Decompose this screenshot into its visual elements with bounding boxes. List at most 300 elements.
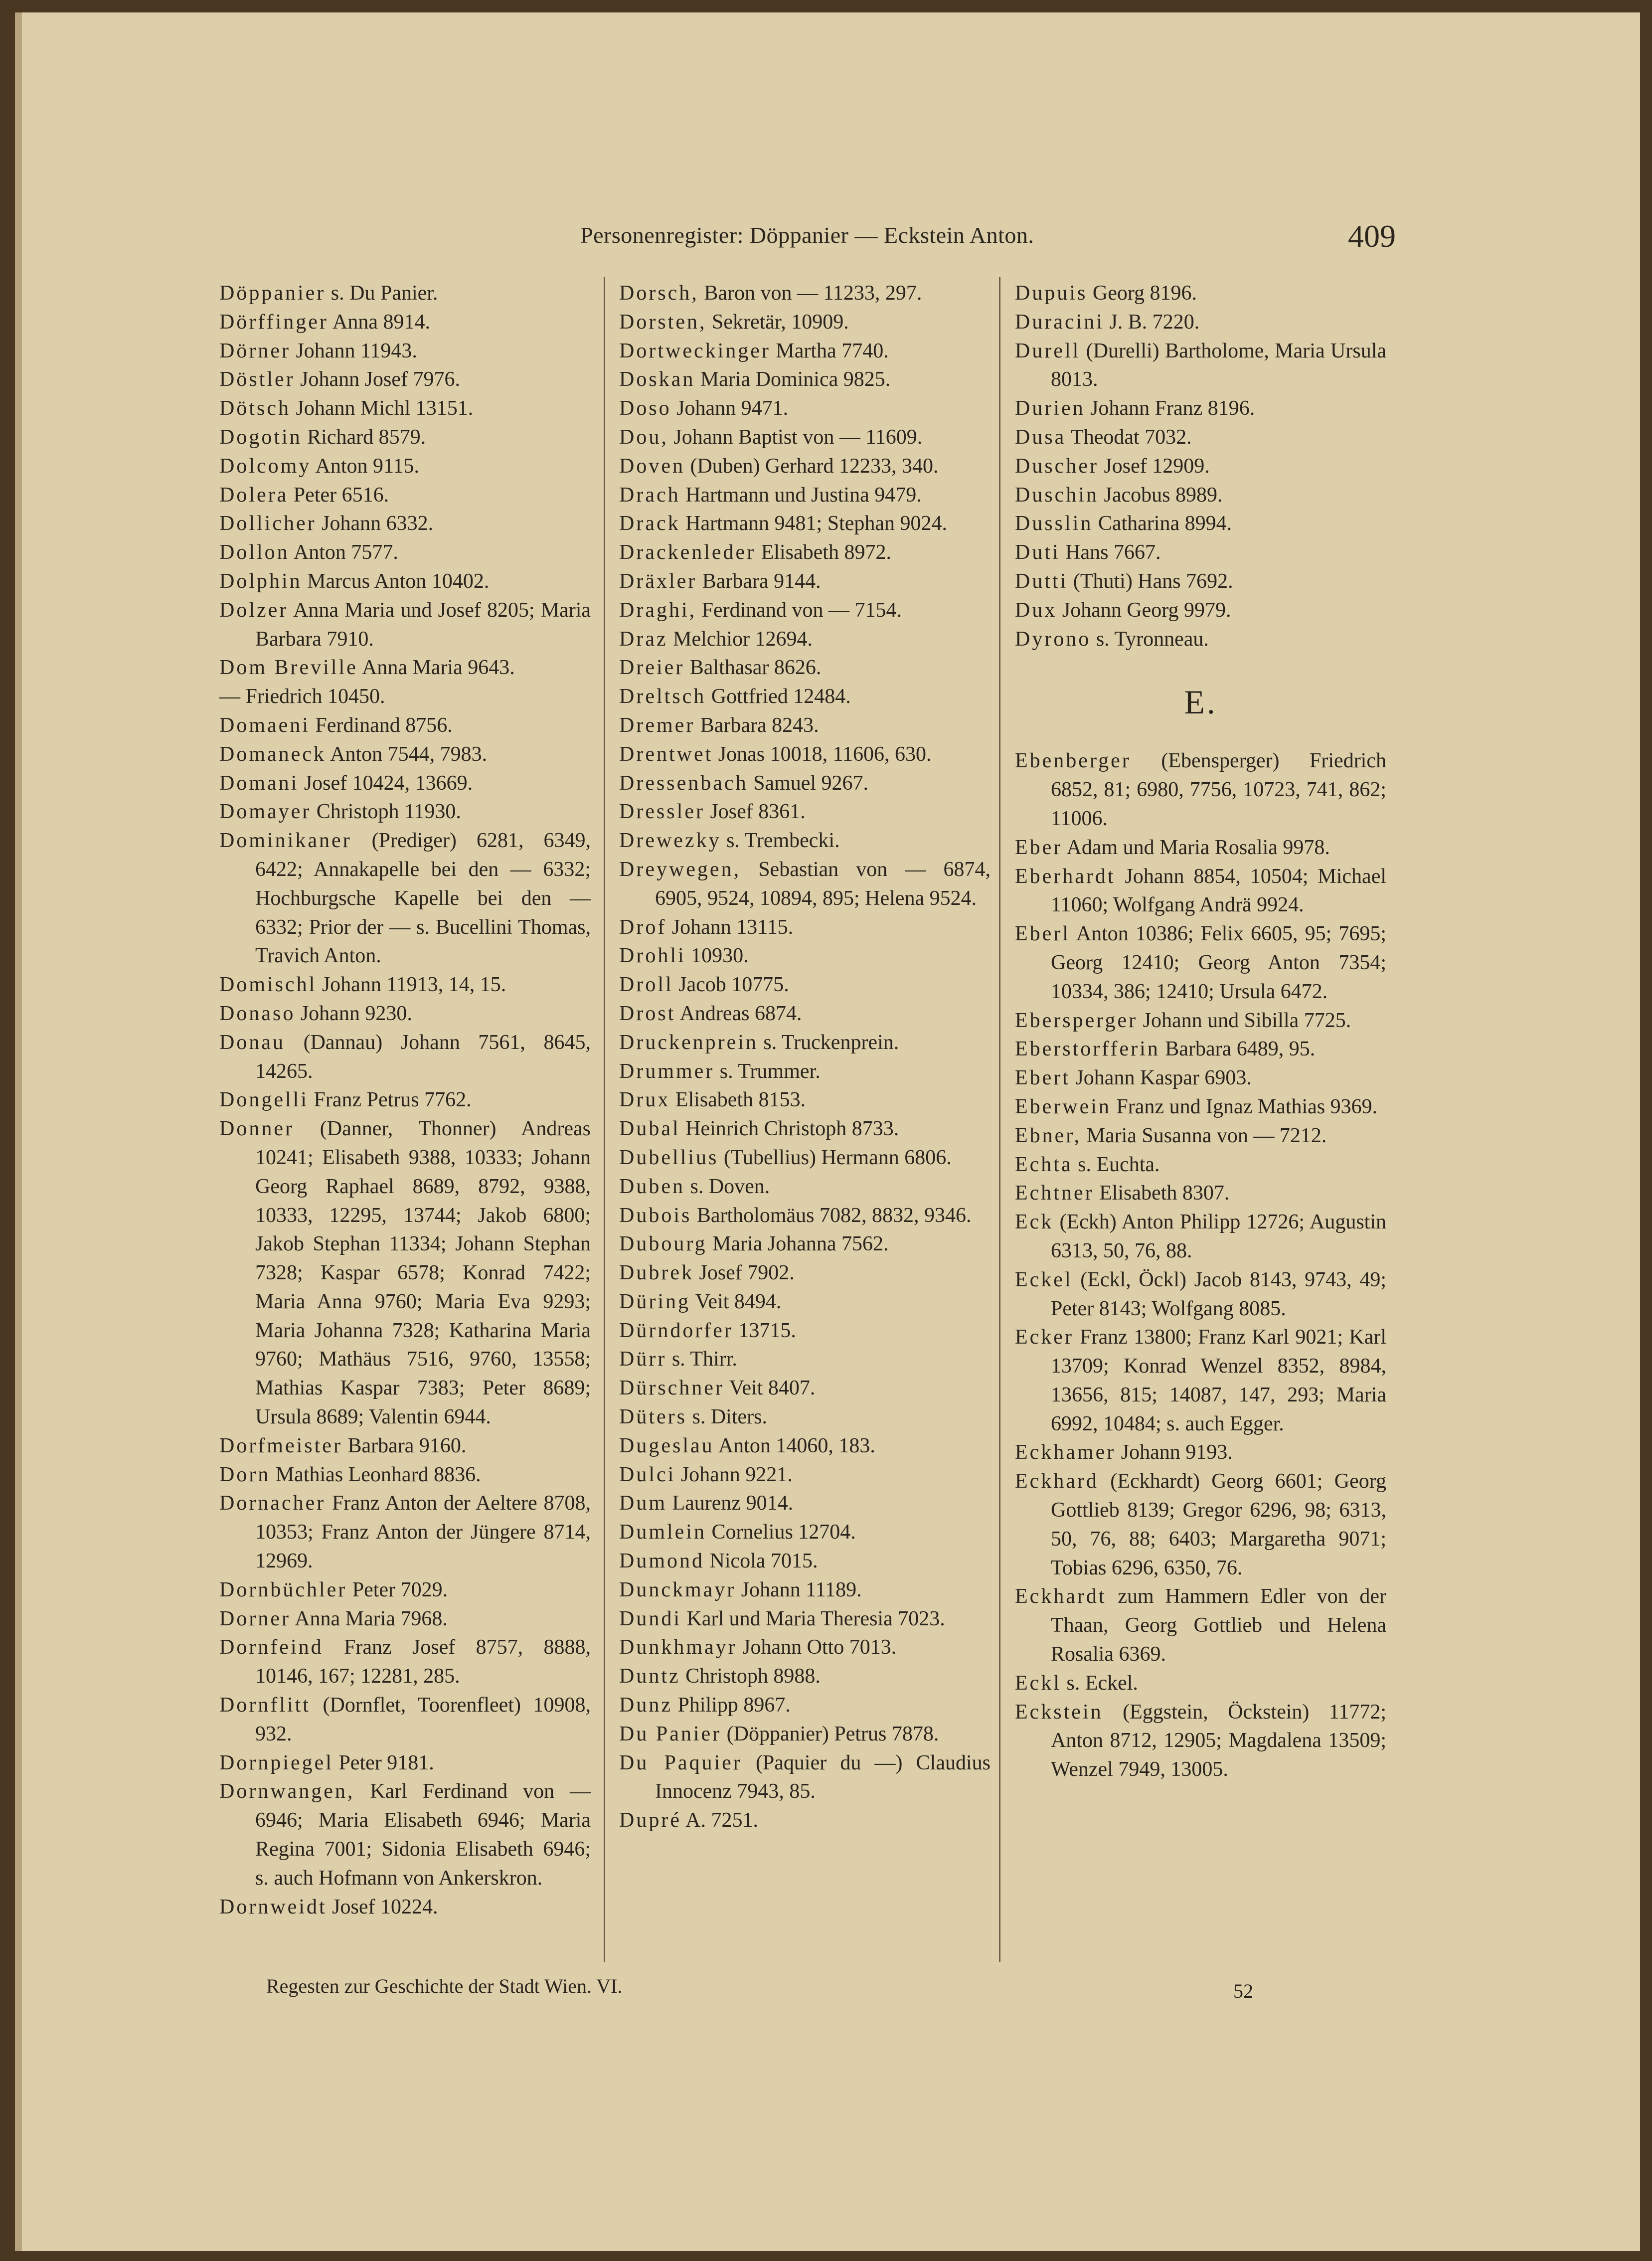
register-entry (619, 1605, 991, 1634)
entry-details: Johann Otto 7013. (742, 1636, 897, 1659)
entry-details: s. Euchta. (1078, 1153, 1160, 1176)
register-entry (219, 1086, 591, 1115)
entry-details: Peter 9181. (338, 1751, 434, 1774)
entry-details: Baron von — 11233, 297. (704, 282, 922, 305)
register-entry (219, 683, 591, 711)
entry-surname: Duracini (1015, 310, 1104, 334)
register-entry (1015, 920, 1386, 1006)
register-entry (619, 1230, 991, 1259)
entry-details: Nicola 7015. (709, 1550, 818, 1573)
section-letter: E. (1184, 683, 1217, 721)
entry-details: Balthasar 8626. (689, 656, 822, 680)
register-entry (619, 1115, 991, 1144)
entry-surname: Droll (619, 973, 673, 997)
entry-details: Johann Josef 7976. (300, 368, 460, 391)
entry-surname: Dornpiegel (219, 1751, 333, 1774)
entry-surname: Dollon (219, 541, 290, 564)
column-3 (1015, 279, 1386, 1784)
register-entry (619, 1086, 991, 1115)
entry-surname: Doven (619, 454, 685, 478)
entry-details: Gottfried 12484. (711, 685, 851, 708)
entry-surname: Dressenbach (619, 771, 748, 795)
entry-surname: Dubois (619, 1204, 692, 1227)
entry-details: Franz Josef 8757, 8888, 10146, 167; 12281, 285. (255, 1636, 591, 1688)
register-entry (1015, 1151, 1386, 1180)
entry-details: Jacob 10775. (678, 973, 789, 997)
register-entry (619, 1518, 991, 1547)
entry-surname: Drewezky (619, 829, 721, 853)
entry-details: Johann 9221. (680, 1463, 793, 1486)
entry-details: Veit 8407. (729, 1377, 816, 1400)
entry-surname: Dreltsch (619, 685, 706, 708)
entry-details: Johann 11189. (741, 1578, 862, 1601)
register-entry (1015, 1007, 1386, 1036)
entry-surname: Dux (1015, 598, 1057, 622)
register-entry (619, 1317, 991, 1346)
entry-details: Jonas 10018, 11606, 630. (718, 742, 932, 766)
entry-surname: Dom Breville (219, 656, 358, 680)
register-entry (1015, 1669, 1386, 1698)
entry-details: s. Tyronneau. (1096, 627, 1209, 651)
entry-surname: Dongelli (219, 1088, 309, 1112)
running-header: Personenregister: Döppanier — Eckstein Anton. (580, 222, 1034, 248)
entry-details: Barbara 9144. (702, 569, 821, 593)
register-entry (219, 1432, 591, 1461)
register-entry (219, 1461, 591, 1490)
entry-surname: Ebert (1015, 1066, 1070, 1090)
entry-surname: Dorn (219, 1463, 271, 1486)
register-entry (619, 942, 991, 971)
entry-details: Maria Dominica 9825. (700, 368, 891, 391)
register-entry (619, 1720, 991, 1749)
entry-surname: Echtner (1015, 1182, 1094, 1205)
register-entry (219, 827, 591, 971)
entry-surname: Duscher (1015, 454, 1099, 478)
entry-surname: Döppanier (219, 282, 326, 305)
entry-details: Franz 13800; Franz Karl 9021; Karl 13709; Konrad Wenzel 8352, 8984, 13656, 815; 14087, 147, 293; Maria 6992, 10484; s. auch Egger. (1051, 1326, 1386, 1435)
register-entry (619, 1633, 991, 1662)
entry-surname: Domayer (219, 800, 312, 824)
entry-details: (Dornflet, Toorenfleet) 10908, 932. (255, 1694, 591, 1745)
entry-surname: Echta (1015, 1153, 1073, 1176)
entry-details: Johann 8854, 10504; Michael 11060; Wolfgang Andrä 9924. (1051, 865, 1387, 917)
register-entry (1015, 596, 1386, 625)
entry-surname: Eckhardt (1015, 1585, 1107, 1608)
entry-surname: Eberwein (1015, 1095, 1111, 1118)
register-entry (219, 394, 591, 423)
register-entry (219, 1115, 591, 1432)
entry-surname: Drummer (619, 1059, 715, 1083)
entry-details: Hartmann 9481; Stephan 9024. (685, 512, 948, 535)
entry-details: s. Du Panier. (330, 282, 438, 305)
entry-details: Josef 10224. (332, 1895, 438, 1918)
register-entry (219, 538, 591, 567)
entry-surname: Eberl (1015, 922, 1070, 946)
register-entry (619, 1662, 991, 1691)
entry-surname: Eckel (1015, 1268, 1073, 1291)
register-entry (1015, 834, 1386, 863)
entry-surname: Dorfmeister (219, 1434, 342, 1457)
entry-surname: Dundi (619, 1607, 681, 1630)
register-entry (619, 308, 991, 337)
register-entry (619, 856, 991, 913)
entry-surname: Dürndorfer (619, 1319, 733, 1342)
entry-surname: Dornacher (219, 1492, 326, 1515)
entry-surname: Dyrono (1015, 627, 1091, 651)
entry-details: Heinrich Christoph 8733. (685, 1117, 899, 1141)
entry-surname: Dortweckinger (619, 339, 771, 362)
register-entry (619, 683, 991, 711)
entry-details: Johann 6332. (322, 512, 434, 535)
entry-surname: Ebersperger (1015, 1009, 1138, 1032)
entry-details: s. Trembecki. (726, 829, 840, 853)
entry-details: Richard 8579. (307, 425, 426, 449)
entry-surname: Dremer (619, 713, 695, 737)
entry-details: Catharina 8994. (1098, 512, 1232, 535)
entry-details: Bartholomäus 7082, 8832, 9346. (696, 1204, 972, 1227)
entry-details: (Paquier du —) Claudius Innocenz 7943, 85. (655, 1751, 991, 1803)
footer-source: Regesten zur Geschichte der Stadt Wien. VI. (266, 1975, 623, 1997)
entry-details: Peter 6516. (293, 483, 389, 507)
register-entry (1015, 1208, 1386, 1266)
register-entry (1015, 1467, 1386, 1582)
entry-details: Johann 13115. (671, 915, 794, 939)
register-entry (219, 971, 591, 1000)
entry-details: Maria Susanna von — 7212. (1086, 1124, 1327, 1147)
entry-details: Christoph 8988. (685, 1665, 821, 1688)
register-entry (619, 654, 991, 683)
entry-surname: Dou, (619, 425, 668, 449)
entry-details: Sekretär, 10909. (711, 310, 849, 334)
register-entry (219, 1633, 591, 1691)
register-entry (1015, 1093, 1386, 1122)
register-entry (619, 798, 991, 827)
register-entry (619, 1691, 991, 1720)
page-number: 409 (1348, 218, 1396, 254)
entry-details: Johann 11943. (296, 339, 417, 362)
entry-details: Elisabeth 8153. (675, 1088, 806, 1112)
entry-surname: Düring (619, 1290, 690, 1313)
register-entry (219, 452, 591, 481)
entry-details: (Duben) Gerhard 12233, 340. (690, 454, 939, 478)
entry-surname: Dulci (619, 1463, 676, 1486)
entry-surname: Dornbüchler (219, 1578, 347, 1601)
entry-details: (Eckhardt) Georg 6601; Georg Gottlieb 8139; Gregor 6296, 98; 6313, 50, 76, 88; 6403; Margaretha 9071; Tobias 6296, 6350, 76. (1051, 1470, 1386, 1579)
entry-surname: Dötsch (219, 397, 291, 420)
entry-surname: Donner (219, 1117, 294, 1141)
entry-details: Ferdinand von — 7154. (701, 598, 902, 622)
entry-details: Adam und Maria Rosalia 9978. (1066, 836, 1330, 859)
entry-details: Johann 9193. (1121, 1441, 1233, 1464)
entry-surname: Dusa (1015, 425, 1066, 449)
register-entry (219, 1749, 591, 1778)
entry-surname: Dornweidt (219, 1895, 327, 1918)
entry-details: Karl Ferdinand von — 6946; Maria Elisabeth 6946; Maria Regina 7001; Sidonia Elisabeth 6946; s. auch Hofmann von Ankerskron. (255, 1780, 591, 1890)
register-entry (619, 625, 991, 654)
entry-surname: Dörner (219, 339, 291, 362)
entry-surname: Dubal (619, 1117, 680, 1141)
entry-details: (Durelli) Bartholome, Maria Ursula 8013. (1051, 339, 1387, 391)
entry-details: Josef 10424, 13669. (304, 771, 473, 795)
entry-surname: Drackenleder (619, 541, 756, 564)
entry-details: Georg 8196. (1092, 282, 1197, 305)
entry-surname: Ebner, (1015, 1124, 1082, 1147)
entry-surname: Dunckmayr (619, 1578, 736, 1601)
register-entry (219, 798, 591, 827)
entry-details: (Eckh) Anton Philipp 12726; Augustin 6313, 50, 76, 88. (1051, 1211, 1386, 1262)
entry-surname: Eck (1015, 1211, 1054, 1234)
register-entry (1015, 1438, 1386, 1467)
entry-surname: Durell (1015, 339, 1081, 362)
register-entry (619, 1489, 991, 1518)
register-entry (619, 394, 991, 423)
register-entry (1015, 308, 1386, 337)
register-entry (219, 365, 591, 394)
register-entry (619, 1173, 991, 1202)
entry-surname: Drux (619, 1088, 670, 1112)
register-entry (619, 510, 991, 538)
register-entry (619, 365, 991, 394)
register-entry (619, 452, 991, 481)
register-entry (619, 1374, 991, 1403)
register-entry (1015, 1122, 1386, 1151)
sheet-signature: 52 (1233, 1980, 1253, 2002)
entry-surname: Dorsten, (619, 310, 707, 334)
entry-details: Johann und Sibilla 7725. (1143, 1009, 1351, 1032)
entry-details: s. Eckel. (1066, 1671, 1138, 1695)
register-entry (219, 308, 591, 337)
register-entry (219, 596, 591, 654)
entry-surname: Düters (619, 1405, 687, 1429)
register-entry (619, 538, 991, 567)
register-entry (1015, 1323, 1386, 1438)
entry-surname: Dornflitt (219, 1694, 311, 1717)
register-entry (619, 1576, 991, 1605)
entry-details: Josef 7902. (699, 1261, 795, 1285)
entry-details: Theodat 7032. (1071, 425, 1192, 449)
entry-surname: Dogotin (219, 425, 302, 449)
register-entry (1015, 567, 1386, 596)
entry-surname: Dubellius (619, 1146, 719, 1169)
register-entry (1015, 747, 1386, 833)
column-divider (999, 277, 1000, 1962)
entry-details: 13715. (738, 1319, 796, 1342)
register-entry (1015, 1035, 1386, 1064)
entry-details: Elisabeth 8972. (761, 541, 891, 564)
entry-details: Anna Maria 7968. (295, 1607, 448, 1630)
register-entry (619, 1432, 991, 1461)
entry-surname: Dollicher (219, 512, 317, 535)
entry-surname: Duschin (1015, 483, 1099, 507)
register-entry (619, 1000, 991, 1029)
entry-surname: Duben (619, 1175, 685, 1198)
entry-surname: Dupuis (1015, 282, 1088, 305)
entry-surname: Dolphin (219, 569, 302, 593)
entry-surname: Eber (1015, 836, 1063, 859)
entry-surname: Domaeni (219, 713, 310, 737)
register-entry (219, 510, 591, 538)
entry-details: Maria Johanna 7562. (712, 1232, 889, 1256)
entry-surname: Dolera (219, 483, 289, 507)
entry-surname: Dressler (619, 800, 705, 824)
register-entry (219, 1029, 591, 1086)
entry-details: Martha 7740. (776, 339, 889, 362)
register-entry (219, 1489, 591, 1575)
register-entry (219, 423, 591, 452)
register-entry (219, 567, 591, 596)
entry-details: Anna 8914. (332, 310, 430, 334)
register-entry (619, 1259, 991, 1288)
entry-details: (Thuti) Hans 7692. (1073, 569, 1233, 593)
register-entry (619, 337, 991, 366)
entry-surname: Drof (619, 915, 667, 939)
register-entry (1015, 863, 1386, 920)
register-entry (1015, 279, 1386, 308)
entry-details: Josef 8361. (710, 800, 806, 824)
entry-details: Johann 11913, 14, 15. (322, 973, 506, 997)
entry-surname: Draghi, (619, 598, 697, 622)
column-divider (604, 277, 605, 1962)
register-entry (1015, 1064, 1386, 1093)
register-entry (219, 337, 591, 366)
register-entry (619, 279, 991, 308)
entry-surname: Dum (619, 1492, 667, 1515)
entry-details: s. Trummer. (719, 1059, 821, 1083)
entry-surname: Drohli (619, 944, 686, 968)
column-2 (619, 279, 991, 1835)
entry-surname: Dutti (1015, 569, 1068, 593)
register-entry (219, 279, 591, 308)
entry-surname: Doskan (619, 368, 695, 391)
entry-surname: Dupré (619, 1809, 681, 1832)
register-entry (619, 1403, 991, 1432)
entry-details: J. B. 7220. (1109, 310, 1200, 334)
register-entry (219, 711, 591, 740)
entry-details: Franz Petrus 7762. (314, 1088, 472, 1112)
register-entry (219, 1893, 591, 1922)
entry-details: (Prediger) 6281, 6349, 6422; Annakapelle bei den — 6332; Hochburgsche Kapelle bei den — 6332; Prior der — s. Bucellini Thomas, Travich Anton. (255, 829, 591, 968)
register-entry (619, 1144, 991, 1173)
entry-details: (Danner, Thonner) Andreas 10241; Elisabeth 9388, 10333; Johann Georg Raphael 8689, 8792, 9388, 10333, 12295, 13744; Jakob 6800; Jakob Stephan 11334; Johann Stephan 7328; Kaspar 6578; Konrad 7422; Maria Anna 9760; Maria Eva 9293; Maria Johanna 7328; Katharina Maria 9760; Mathäus 7516, 9760, 13558; Mathias Kaspar 7383; Peter 8689; Ursula 8689; Valentin 6944. (255, 1117, 591, 1429)
entry-surname: Dornwangen, (219, 1780, 355, 1803)
entry-surname: Eckhard (1015, 1470, 1099, 1493)
entry-details: Johann Georg 9979. (1062, 598, 1231, 622)
entry-details: Johann Kaspar 6903. (1075, 1066, 1252, 1090)
register-entry (1015, 625, 1386, 654)
entry-surname: Dürschner (619, 1377, 724, 1400)
register-entry (619, 1029, 991, 1057)
entry-details: Elisabeth 8307. (1099, 1182, 1230, 1205)
register-entry (1015, 1179, 1386, 1208)
entry-surname: Drach (619, 483, 680, 507)
entry-details: (Eckl, Öckl) Jacob 8143, 9743, 49; Peter 8143; Wolfgang 8085. (1051, 1268, 1386, 1320)
entry-surname: Donaso (219, 1002, 296, 1025)
entry-details: Anton 7544, 7983. (330, 742, 488, 766)
entry-surname: Dunz (619, 1694, 672, 1717)
register-entry (619, 1749, 991, 1807)
entry-surname: Donau (219, 1031, 285, 1054)
register-entry (219, 740, 591, 769)
entry-details: Johann 9471. (676, 397, 789, 420)
entry-surname: Eckstein (1015, 1700, 1103, 1724)
entry-details: s. Truckenprein. (763, 1031, 899, 1054)
entry-surname: Dorsch, (619, 282, 699, 305)
entry-surname: Draz (619, 627, 668, 651)
entry-surname: Dräxler (619, 569, 697, 593)
register-entry (219, 769, 591, 798)
entry-surname: Dreywegen, (619, 858, 741, 881)
entry-surname: Dunkhmayr (619, 1636, 737, 1659)
entry-surname: Du Paquier (619, 1751, 742, 1774)
entry-details: Veit 8494. (695, 1290, 782, 1313)
entry-details: Philipp 8967. (677, 1694, 791, 1717)
register-entry (219, 481, 591, 510)
register-entry (219, 1605, 591, 1634)
entry-surname: Dominikaner (219, 829, 352, 853)
register-entry (619, 1057, 991, 1086)
entry-details: Anton 14060, 183. (718, 1434, 875, 1457)
entry-surname: Dürr (619, 1348, 667, 1371)
entry-details: Anton 9115. (315, 454, 419, 478)
entry-surname: Dolcomy (219, 454, 312, 478)
entry-surname: Druckenprein (619, 1031, 758, 1054)
entry-surname: Domani (219, 771, 299, 795)
entry-surname: Dubrek (619, 1261, 694, 1285)
entry-details: Anton 10386; Felix 6605, 95; 7695; Georg 12410; Georg Anton 7354; 10334, 386; 12410; Ursula 6472. (1051, 922, 1386, 1003)
entry-details: Ferdinand 8756. (315, 713, 453, 737)
entry-details: Melchior 12694. (673, 627, 813, 651)
entry-surname: Dubourg (619, 1232, 707, 1256)
entry-details: Andreas 6874. (679, 1002, 802, 1025)
entry-details: — Friedrich 10450. (219, 685, 385, 708)
entry-surname: Doso (619, 397, 671, 420)
register-entry (619, 1345, 991, 1374)
entry-details: zum Hammern Edler von der Thaan, Georg Gottlieb und Helena Rosalia 6369. (1051, 1585, 1386, 1666)
register-entry (1015, 510, 1386, 538)
register-entry (619, 740, 991, 769)
entry-surname: Dumlein (619, 1521, 706, 1544)
entry-details: Jacobus 8989. (1104, 483, 1223, 507)
entry-details: Samuel 9267. (753, 771, 869, 795)
entry-surname: Dornfeind (219, 1636, 324, 1659)
entry-details: Cornelius 12704. (711, 1521, 856, 1544)
register-entry (619, 596, 991, 625)
entry-details: Franz Anton der Aeltere 8708, 10353; Franz Anton der Jüngere 8714, 12969. (255, 1492, 591, 1573)
entry-details: (Tubellius) Hermann 6806. (723, 1146, 952, 1169)
entry-surname: Domischl (219, 973, 317, 997)
register-entry (219, 1691, 591, 1749)
entry-details: s. Doven. (690, 1175, 770, 1198)
register-entry (219, 1000, 591, 1029)
register-entry (219, 654, 591, 683)
entry-details: Johann 9230. (300, 1002, 412, 1025)
entry-surname: Durien (1015, 397, 1085, 420)
entry-details: Laurenz 9014. (672, 1492, 794, 1515)
entry-details: Hartmann und Justina 9479. (685, 483, 922, 507)
entry-details: Johann Franz 8196. (1090, 397, 1255, 420)
register-entry (619, 711, 991, 740)
entry-details: (Dannau) Johann 7561, 8645, 14265. (255, 1031, 591, 1083)
register-page (15, 12, 1640, 2251)
entry-details: Sebastian von — 6874, 6905, 9524, 10894, 895; Helena 9524. (655, 858, 991, 910)
register-entry (1015, 394, 1386, 423)
entry-surname: Domaneck (219, 742, 326, 766)
entry-details: (Eggstein, Öckstein) 11772; Anton 8712, 12905; Magdalena 13509; Wenzel 7949, 13005. (1051, 1700, 1387, 1781)
entry-surname: Eberhardt (1015, 865, 1116, 888)
entry-surname: Duti (1015, 541, 1060, 564)
entry-surname: Dreier (619, 656, 685, 680)
register-entry (619, 1547, 991, 1576)
